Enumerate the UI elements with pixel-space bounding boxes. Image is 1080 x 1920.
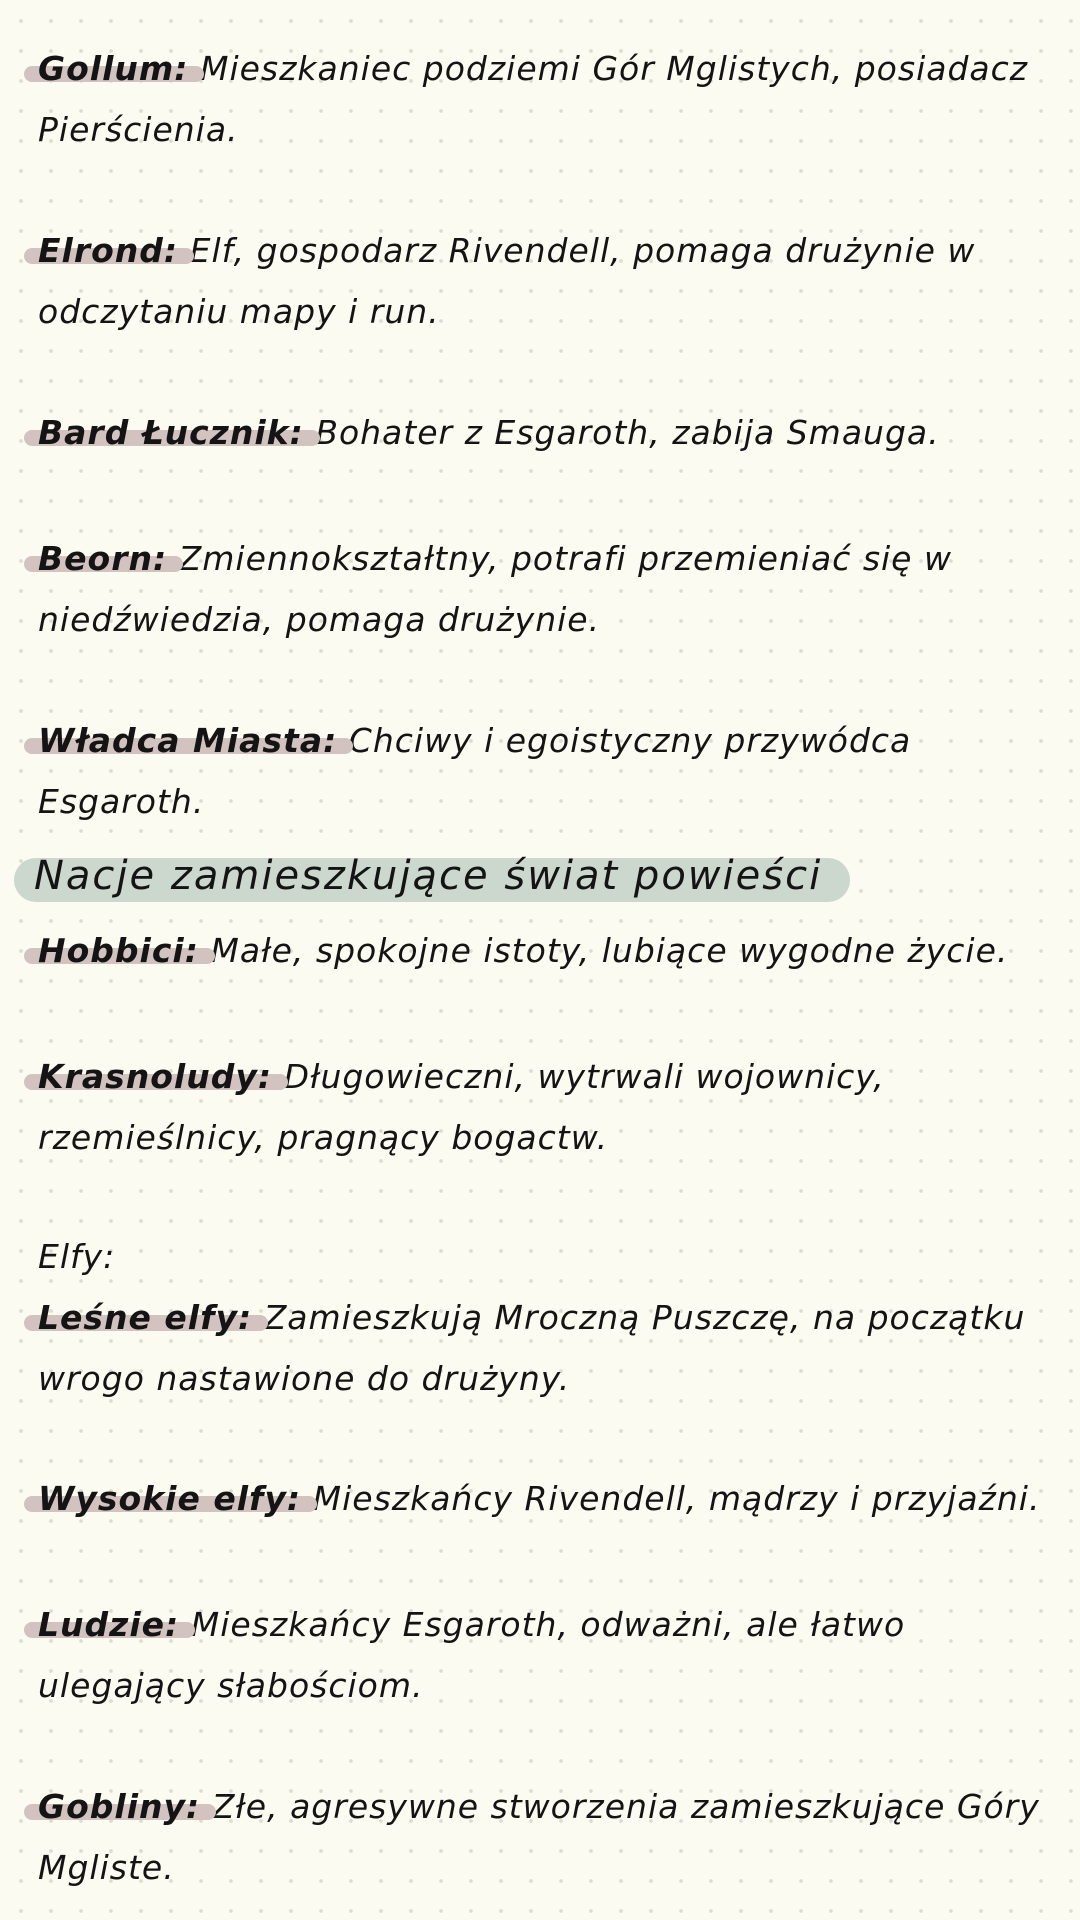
term-krasnoludy: Krasnoludy: — [38, 1057, 273, 1096]
desc-lesne-elfy: Zamieszkują Mroczną Puszczę, na początku wrogo nastawione do drużyny. — [38, 1298, 1026, 1398]
desc-krasnoludy: Długowieczni, wytrwali wojownicy, rzemieślnicy, pragnący bogactw. — [38, 1057, 885, 1157]
term-gobliny: Gobliny: — [38, 1787, 201, 1826]
desc-wladca: Chciwy i egoistyczny przywódca Esgaroth. — [38, 721, 912, 821]
desc-elrond: Elf, gospodarz Rivendell, pomaga drużynie w odczytaniu mapy i run. — [38, 231, 976, 331]
entry-hobbici — [38, 920, 1068, 981]
term-gollum: Gollum: — [38, 49, 189, 88]
entry-krasnoludy — [38, 1046, 1068, 1168]
term-wladca: Władca Miasta: — [38, 721, 338, 760]
term-lesne-elfy: Leśne elfy: — [38, 1298, 253, 1337]
term-beorn: Beorn: — [38, 539, 168, 578]
term-bard: Bard Łucznik: — [38, 413, 304, 452]
entry-gobliny — [38, 1776, 1068, 1898]
term-wysokie-elfy: Wysokie elfy: — [38, 1479, 302, 1518]
desc-bard: Bohater z Esgaroth, zabija Smauga. — [315, 413, 940, 452]
entry-bard — [38, 402, 1068, 463]
entry-lesne-elfy — [38, 1287, 1068, 1409]
desc-gollum: Mieszkaniec podziemi Gór Mglistych, posiadacz Pierścienia. — [38, 49, 1029, 149]
desc-ludzie: Mieszkańcy Esgaroth, odważni, ale łatwo ulegający słabościom. — [38, 1605, 906, 1705]
races-heading: Nacje zamieszkujące świat powieści — [34, 848, 822, 904]
desc-hobbici: Małe, spokojne istoty, lubiące wygodne życie. — [210, 931, 1009, 970]
term-hobbici: Hobbici: — [38, 931, 199, 970]
entry-gollum — [38, 38, 1068, 160]
entry-elrond — [38, 220, 1068, 342]
entry-ludzie — [38, 1594, 1068, 1716]
entry-wysokie-elfy — [38, 1468, 1068, 1529]
label-elfy: Elfy: — [38, 1237, 116, 1276]
desc-gobliny: Złe, agresywne stworzenia zamieszkujące Góry Mgliste. — [38, 1787, 1040, 1887]
desc-wysokie-elfy: Mieszkańcy Rivendell, mądrzy i przyjaźni. — [312, 1479, 1041, 1518]
entry-wladca — [38, 710, 1068, 832]
term-elrond: Elrond: — [38, 231, 179, 270]
term-ludzie: Ludzie: — [38, 1605, 180, 1644]
entry-beorn — [38, 528, 1068, 650]
desc-beorn: Zmiennokształtny, potrafi przemieniać się w niedźwiedzia, pomaga drużynie. — [38, 539, 952, 639]
